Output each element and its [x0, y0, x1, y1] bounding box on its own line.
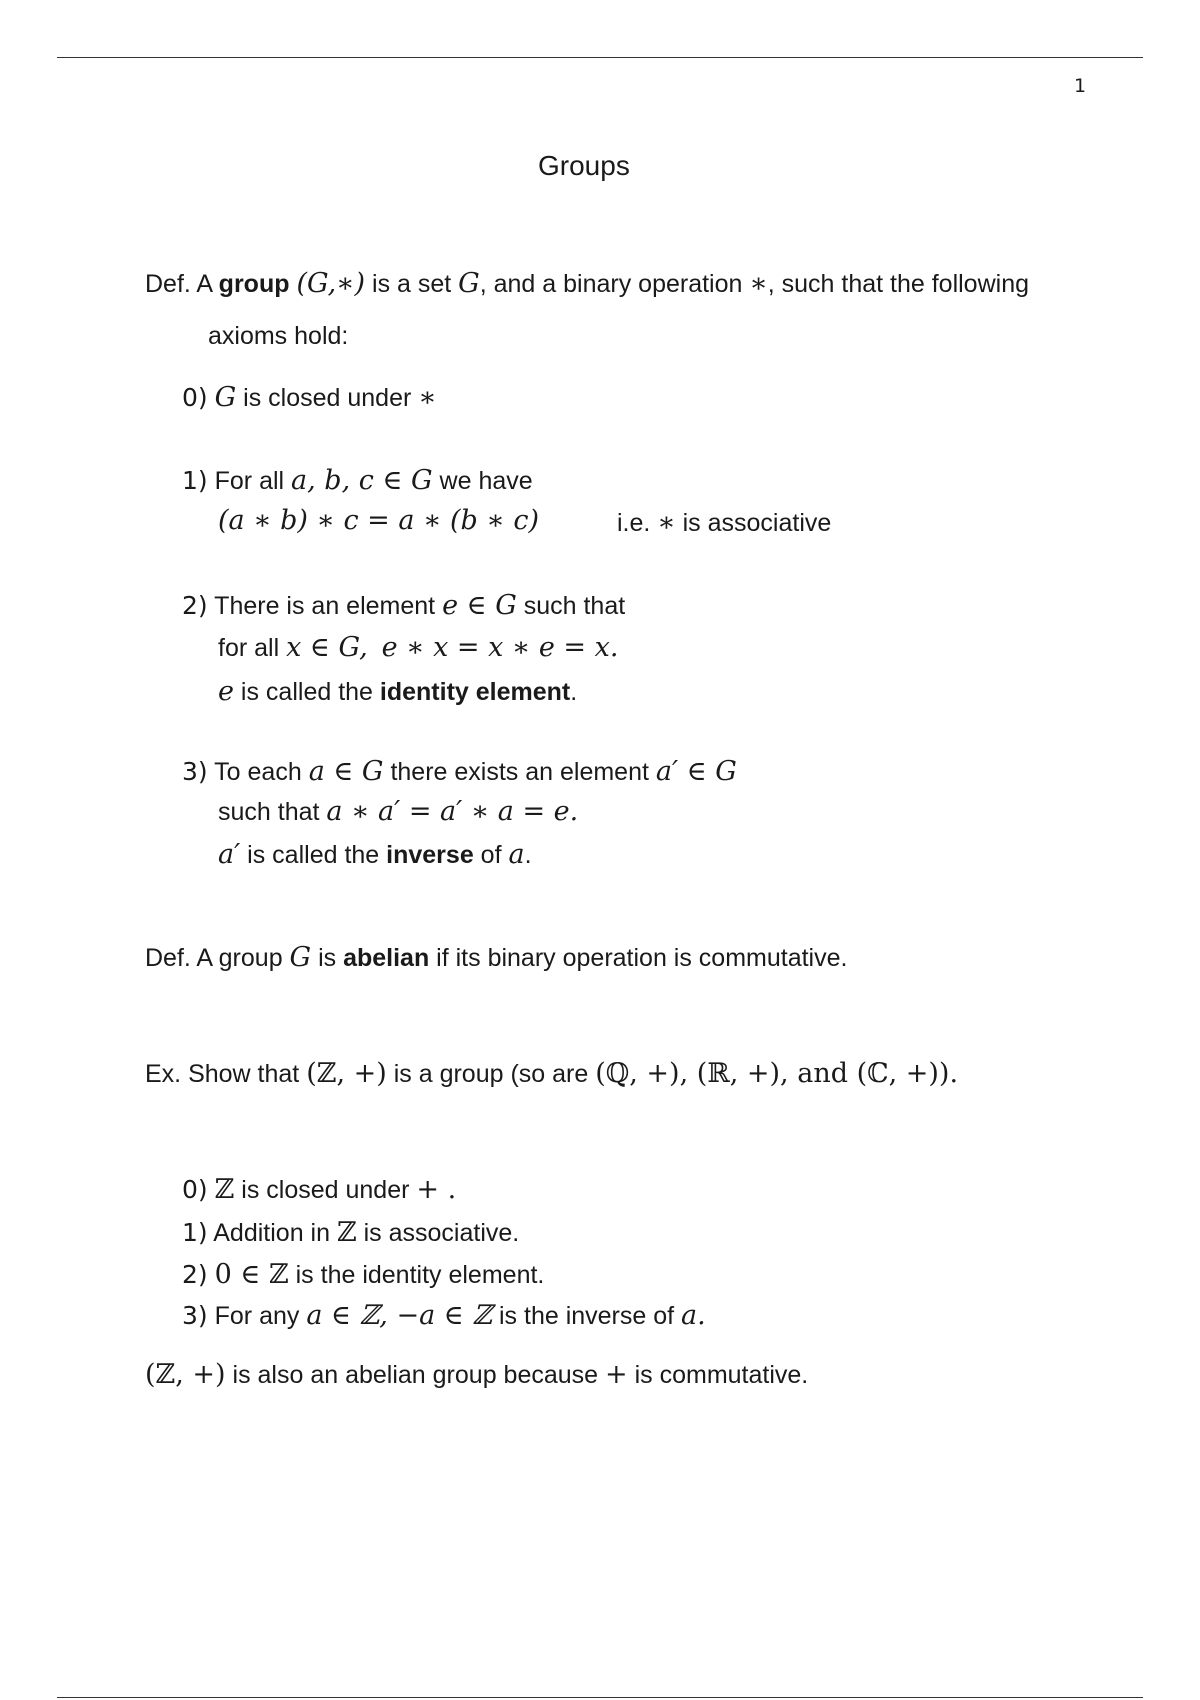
axiom-0-text: is closed under [236, 384, 419, 412]
example-step-3 [182, 1300, 706, 1331]
page-title: Groups [538, 150, 630, 181]
example-step-2-math: 0 ∈ ℤ [214, 1259, 289, 1290]
axiom-2-line3-end: . [570, 678, 578, 706]
axiom-3-line3-text: is called the [240, 841, 387, 869]
example-prefix: Ex. Show that [145, 1060, 307, 1088]
example-step-2 [182, 1259, 544, 1290]
example-step-0 [182, 1174, 456, 1205]
axiom-2-vars: e ∈ G [442, 590, 517, 621]
axiom-0 [182, 382, 437, 413]
axiom-3-line3-end: . [524, 841, 532, 869]
axiom-0-symbol: G [214, 382, 237, 413]
axiom-2-line2-lead: for all [218, 634, 287, 662]
axiom-1-lead: For all [214, 467, 292, 495]
page-number: 1 [1074, 75, 1087, 97]
def-text-c: , such that the following [767, 270, 1030, 298]
axiom-3-inverse-term: inverse [386, 841, 474, 869]
example-step-2-number: 2) [182, 1260, 208, 1289]
axiom-3-lead: To each [214, 758, 309, 786]
axiom-2-tail: such that [516, 592, 626, 620]
axiom-3-line3-var: a [508, 839, 525, 870]
example-step-3-lead: For any [214, 1302, 307, 1330]
axiom-1-number: 1) [182, 466, 208, 495]
axiom-2-line3-symbol: e [218, 676, 234, 707]
example-step-1-text: is associative. [356, 1219, 520, 1247]
example-step-3-var: a. [681, 1300, 706, 1331]
abelian-term: abelian [343, 944, 430, 972]
axiom-1-note [617, 507, 831, 538]
example-group: (ℤ, +) [306, 1058, 387, 1089]
conclusion-text: is also an abelian group because [225, 1361, 606, 1389]
example-step-2-text: is the identity element. [288, 1261, 545, 1289]
axiom-3-vars2: a′ ∈ G [655, 756, 737, 787]
example-step-3-number: 3) [182, 1301, 208, 1330]
axiom-1-line1 [182, 465, 533, 496]
axiom-1-tail: we have [432, 467, 533, 495]
axiom-1-note-op: ∗ [657, 507, 676, 538]
axiom-3-number: 3) [182, 757, 208, 786]
axiom-2-line3-text: is called the [233, 678, 380, 706]
def-text-a: is a set [365, 270, 459, 298]
example-step-0-symbol: ℤ [214, 1174, 235, 1205]
abelian-definition [145, 942, 847, 973]
conclusion-op: + [605, 1359, 628, 1390]
example-step-1-number: 1) [182, 1218, 208, 1247]
axiom-3-line1 [182, 756, 737, 787]
axiom-2-line2 [218, 632, 618, 663]
def-text-b: , and a binary operation [479, 270, 750, 298]
example-step-0-tail: + . [416, 1174, 457, 1205]
conclusion-end: is commutative. [627, 1361, 809, 1389]
top-rule [57, 57, 1143, 58]
example-text-a: is a group (so are [386, 1060, 596, 1088]
axiom-3-line2-eq: a ∗ a′ = a′ ∗ a = e. [326, 796, 579, 827]
axiom-2-line1 [182, 590, 625, 621]
def-term-group: group [218, 270, 290, 298]
axiom-1-vars: a, b, c ∈ G [291, 465, 433, 496]
axiom-1-equation: (a ∗ b) ∗ c = a ∗ (b ∗ c) [218, 505, 539, 536]
axiom-3-line3-symbol: a′ [218, 839, 241, 870]
group-definition-line2: axioms hold: [208, 322, 349, 350]
example-step-1-symbol: ℤ [336, 1217, 357, 1248]
axiom-1-note-suffix: is associative [675, 509, 832, 537]
example-conclusion [145, 1359, 808, 1390]
example-step-3-math: a ∈ ℤ, −a ∈ ℤ [306, 1300, 493, 1331]
def-op-symbol: ∗ [749, 268, 768, 299]
axiom-0-number: 0) [182, 383, 208, 412]
axiom-3-line3 [218, 839, 532, 870]
axiom-2-line2-vars: x ∈ G, [286, 632, 368, 663]
bottom-rule [57, 1697, 1143, 1698]
axiom-0-op: ∗ [418, 382, 437, 413]
abelian-text-b: if its binary operation is commutative. [429, 944, 848, 972]
axiom-2-lead: There is an element [214, 592, 443, 620]
conclusion-group: (ℤ, +) [145, 1359, 226, 1390]
def-set-symbol: G [458, 268, 480, 299]
axiom-3-line3-of: of [473, 841, 509, 869]
abelian-text-a: is [311, 944, 344, 972]
axiom-1-note-prefix: i.e. [617, 509, 658, 537]
axiom-3-line2-lead: such that [218, 798, 327, 826]
def-notation: (G,∗) [296, 268, 366, 299]
example-step-1-lead: Addition in [213, 1219, 337, 1247]
abelian-symbol: G [289, 942, 312, 973]
axiom-2-line3 [218, 676, 577, 707]
example-statement [145, 1058, 958, 1089]
axiom-3-line2 [218, 796, 578, 827]
axiom-2-number: 2) [182, 591, 208, 620]
def-prefix: Def. A [145, 270, 219, 298]
example-step-3-text: is the inverse of [492, 1302, 682, 1330]
abelian-prefix: Def. A group [145, 944, 290, 972]
example-step-0-number: 0) [182, 1175, 208, 1204]
axiom-3-mid: there exists an element [383, 758, 656, 786]
axiom-2-identity-term: identity element [379, 678, 571, 706]
axiom-2-line2-eq: e ∗ x = x ∗ e = x. [381, 632, 619, 663]
axiom-3-vars: a ∈ G [308, 756, 384, 787]
example-other-groups: (ℚ, +), (ℝ, +), and (ℂ, +)). [595, 1058, 959, 1089]
example-step-0-text: is closed under [234, 1176, 417, 1204]
example-step-1 [182, 1217, 519, 1248]
group-definition-line1 [145, 268, 1029, 299]
